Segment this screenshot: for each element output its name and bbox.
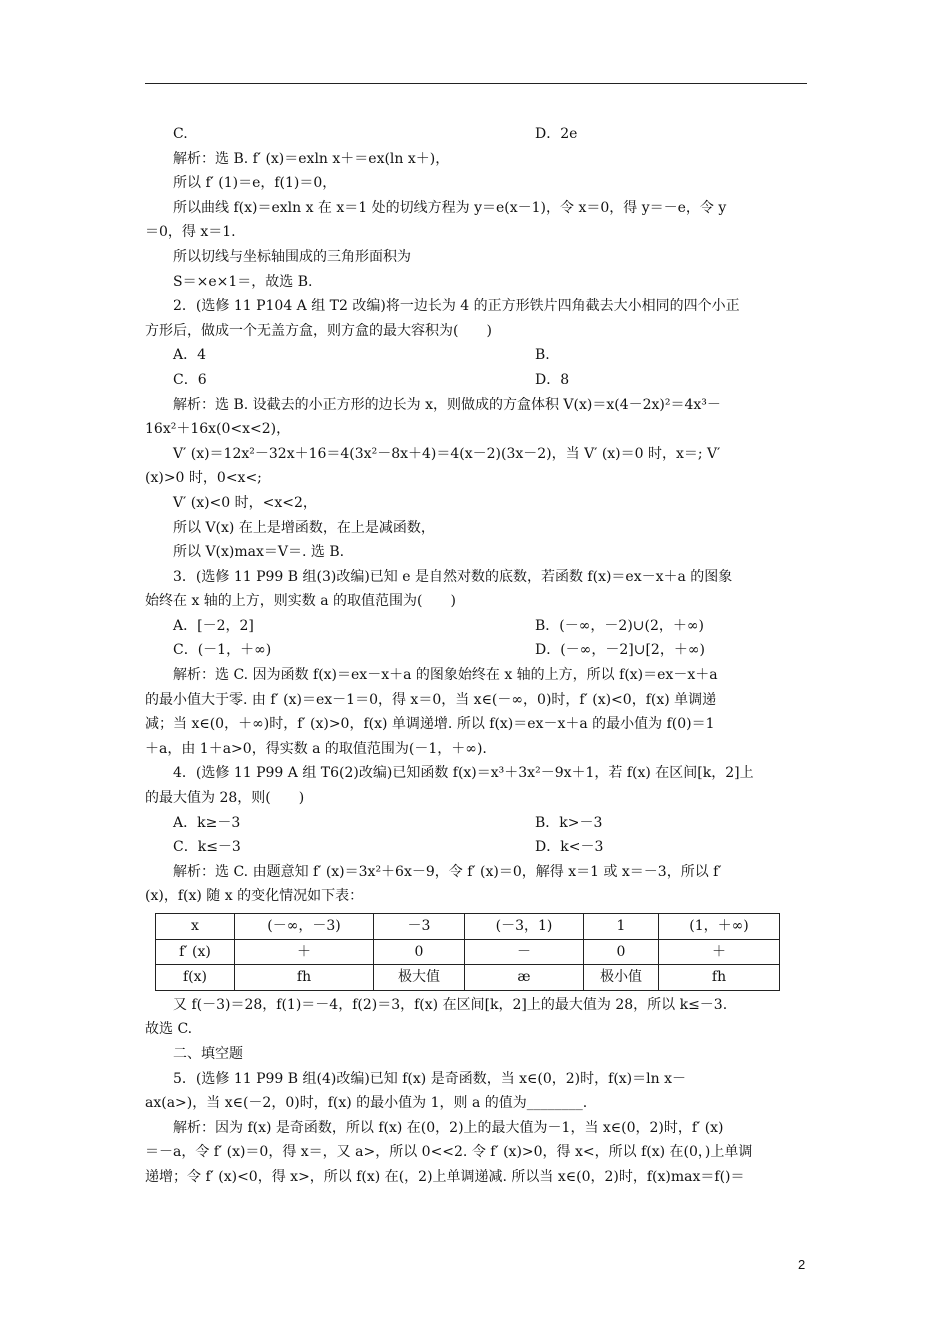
table-cell: (－∞，－3) <box>235 914 374 940</box>
table-cell: fh <box>659 965 780 991</box>
q5-solution-line: ＝－a，令 f′ (x)＝0，得 x＝，又 a>，所以 0<<2. 令 f′ (x)>0，得 x<，所以 f(x) 在(0，)上单调 <box>145 1144 753 1161</box>
q4-stem: 的最大值为 28，则( ) <box>145 790 305 807</box>
q1-option-c: C. <box>173 126 188 142</box>
q2-stem: 2．(选修 11 P104 A 组 T2 改编)将一边长为 4 的正方形铁片四角截去大小相同的四个小正 <box>173 298 740 315</box>
q3-options-cd <box>145 638 807 663</box>
q2-option-d: D．8 <box>535 371 570 388</box>
q1-solution-line: 解析：选 B. f′ (x)＝exln x＋＝ex(ln x＋)， <box>173 150 450 167</box>
table-cell: x <box>156 914 235 940</box>
q1-option-d: D．2e <box>535 126 578 142</box>
table-cell: æ <box>465 965 584 991</box>
q4-solution-line: 故选 C. <box>145 1021 193 1038</box>
q2-options-ab <box>145 343 807 368</box>
q2-options-cd <box>145 368 807 393</box>
q2-stem: 方形后，做成一个无盖方盒，则方盒的最大容积为( ) <box>145 322 492 339</box>
table-row <box>156 914 780 940</box>
table-cell: 0 <box>374 939 465 965</box>
page-number: 2 <box>798 1257 806 1272</box>
q3-solution-line: ＋a，由 1＋a>0，得实数 a 的取值范围为(－1，＋∞). <box>145 740 487 757</box>
q3-option-d: D．(－∞，－2]∪[2，＋∞) <box>535 642 705 659</box>
q4-options-ab <box>145 811 807 836</box>
header-rule <box>145 83 807 84</box>
q2-option-b: B. <box>535 347 550 364</box>
q3-option-b: B．(－∞，－2)∪(2，＋∞) <box>535 617 705 634</box>
q2-solution-line: 16x²＋16x(0<x<2)， <box>145 421 291 438</box>
table-cell: (－3，1) <box>465 914 584 940</box>
q2-solution-line: (x)>0 时，0<x<; <box>145 470 262 487</box>
page-content <box>145 122 807 1190</box>
q2-solution-line: V′ (x)<0 时，<x<2， <box>173 494 317 511</box>
q3-option-c: C．(－1，＋∞) <box>173 642 272 659</box>
table-cell: f′ (x) <box>156 939 235 965</box>
q3-stem: 始终在 x 轴的上方，则实数 a 的取值范围为( ) <box>145 593 456 610</box>
table-cell: 极小值 <box>584 965 659 991</box>
q2-option-c: C．6 <box>173 371 207 388</box>
q3-stem: 3．(选修 11 P99 B 组(3)改编)已知 e 是自然对数的底数，若函数 f(x)＝ex－x＋a 的图象 <box>173 568 733 585</box>
q4-option-a: A．k≥－3 <box>173 814 241 831</box>
q1-options-cd <box>145 122 807 147</box>
variation-table <box>155 913 780 991</box>
q4-option-d: D．k<－3 <box>535 839 604 856</box>
q2-solution-line: 所以 V(x) 在上是增函数，在上是减函数， <box>173 519 435 536</box>
table-cell: 0 <box>584 939 659 965</box>
table-cell: 极大值 <box>374 965 465 991</box>
table-cell: fh <box>235 965 374 991</box>
q5-solution-line: 递增；令 f′ (x)<0，得 x>，所以 f(x) 在(，2)上单调递减. 所以当 x∈(0，2)时，f(x)max＝f()＝ <box>145 1168 745 1185</box>
q1-solution-line: 所以曲线 f(x)＝exln x 在 x＝1 处的切线方程为 y＝e(x－1)，令 x＝0，得 y＝－e，令 y <box>173 199 727 216</box>
q3-solution-line: 减；当 x∈(0，＋∞)时，f′ (x)>0，f(x) 单调递增. 所以 f(x)＝ex－x＋a 的最小值为 f(0)＝1 <box>145 716 715 733</box>
table-cell: 1 <box>584 914 659 940</box>
q4-options-cd <box>145 835 807 860</box>
q1-solution-line: ＝0，得 x＝1. <box>145 224 236 241</box>
q1-solution-line: 所以 f′ (1)＝e，f(1)＝0， <box>173 175 337 192</box>
q3-options-ab <box>145 614 807 639</box>
q2-solution-line: 所以 V(x)max＝V＝. 选 B. <box>173 544 345 561</box>
q4-stem: 4．(选修 11 P99 A 组 T6(2)改编)已知函数 f(x)＝x³＋3x²－9x＋1，若 f(x) 在区间[k，2]上 <box>173 765 754 782</box>
table-cell: ＋ <box>659 939 780 965</box>
q5-stem: ax(a>)，当 x∈(－2，0)时，f(x) 的最小值为 1，则 a 的值为________. <box>145 1095 588 1112</box>
q5-solution-line: 解析：因为 f(x) 是奇函数，所以 f(x) 在(0，2)上的最大值为－1，当 x∈(0，2)时，f′ (x) <box>173 1119 724 1136</box>
q3-option-a: A．[－2，2] <box>173 617 254 634</box>
q4-solution-line: 解析：选 C. 由题意知 f′ (x)＝3x²＋6x－9，令 f′ (x)＝0，解得 x＝1 或 x＝－3，所以 f′ <box>173 863 722 880</box>
q2-solution-line: V′ (x)＝12x²－32x＋16＝4(3x²－8x＋4)＝4(x－2)(3x－2)，当 V′ (x)＝0 时，x＝; V′ <box>173 445 721 462</box>
q4-solution-line: 又 f(－3)＝28，f(1)＝－4，f(2)＝3，f(x) 在区间[k，2]上的最大值为 28，所以 k≤－3. <box>173 996 728 1013</box>
q1-solution-line: S＝×e×1＝，故选 B. <box>173 273 313 290</box>
q5-stem: 5．(选修 11 P99 B 组(4)改编)已知 f(x) 是奇函数，当 x∈(0，2)时，f(x)＝ln x－ <box>173 1070 686 1087</box>
table-cell: f(x) <box>156 965 235 991</box>
table-cell: (1，＋∞) <box>659 914 780 940</box>
table-row <box>156 939 780 965</box>
table-cell: － <box>465 939 584 965</box>
section-heading: 二、填空题 <box>173 1045 243 1062</box>
table-cell: －3 <box>374 914 465 940</box>
q3-solution-line: 解析：选 C. 因为函数 f(x)＝ex－x＋a 的图象始终在 x 轴的上方，所以 f(x)＝ex－x＋a <box>173 667 718 684</box>
q3-solution-line: 的最小值大于零. 由 f′ (x)＝ex－1＝0，得 x＝0，当 x∈(－∞，0)时，f′ (x)<0，f(x) 单调递 <box>145 691 717 708</box>
table-cell: ＋ <box>235 939 374 965</box>
q2-option-a: A．4 <box>173 347 207 364</box>
q2-solution-line: 解析：选 B. 设截去的小正方形的边长为 x，则做成的方盒体积 V(x)＝x(4－2x)²＝4x³－ <box>173 396 721 413</box>
q4-solution-line: (x)，f(x) 随 x 的变化情况如下表： <box>145 888 364 905</box>
q1-solution-line: 所以切线与坐标轴围成的三角形面积为 <box>173 248 411 265</box>
table-row <box>156 965 780 991</box>
q4-option-b: B．k>－3 <box>535 814 603 831</box>
q4-option-c: C．k≤－3 <box>173 839 241 856</box>
